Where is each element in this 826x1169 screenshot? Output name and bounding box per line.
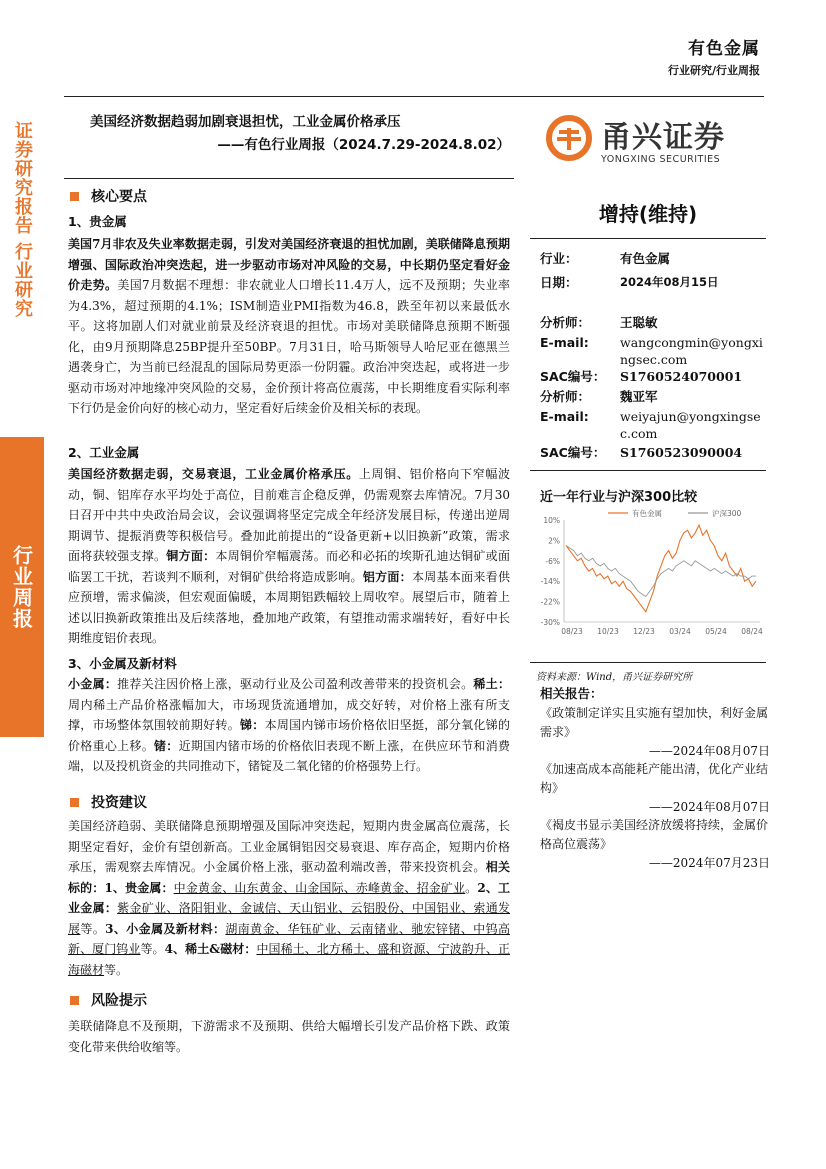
rare-label: 稀土： [473, 677, 510, 691]
analyst-label: 分析师： [540, 389, 591, 404]
copper-label: 铜方面： [166, 549, 216, 563]
email2-value[interactable]: weiyajun@yongxingsec.com [620, 409, 761, 441]
email1-value[interactable]: wangcongmin@yongxingsec.com [620, 335, 763, 367]
email-label: E-mail: [540, 335, 589, 350]
related-title: 相关报告： [540, 686, 603, 701]
sb-text: 本周国内锑市场价格依旧坚挺，部分氧化锑的价格重心上移。 [68, 718, 510, 753]
industrial-bold: 美国经济数据走弱，交易衰退，工业金属价格承压。 [68, 467, 359, 481]
t4-text[interactable]: 中国稀土、北方稀土、盛和资源、宁波韵升、正海磁材 [68, 942, 510, 977]
date-label: 日期： [540, 275, 578, 290]
minor-heading: 3、小金属及新材料 [68, 656, 177, 671]
comparison-chart [530, 506, 766, 646]
chart-series-line [566, 546, 756, 597]
chart-legend-label: 有色金属 [632, 509, 662, 518]
industrial-paragraph [68, 464, 510, 649]
targets-label: 相关标的： [68, 860, 510, 895]
chart-y-tick-label: 2% [548, 536, 560, 546]
related-report-1-title[interactable]: 《政策制定详实且实施有望加快，利好金属需求》 [540, 706, 769, 739]
t3-text[interactable]: 湖南黄金、华钰矿业、云南锗业、驰宏锌锗、中钨高新、厦门钨业 [68, 921, 510, 956]
report-subtitle: ——有色行业周报（2024.7.29-2024.8.02） [217, 137, 510, 153]
industry-label: 行业： [540, 251, 578, 266]
section-risk [70, 990, 147, 1010]
chart-y-tick-label: 10% [543, 516, 560, 525]
related-report-1-date: ——2024年08月07日 [648, 744, 770, 758]
chart-x-tick-label: 08/23 [561, 627, 583, 636]
precious-paragraph [68, 234, 510, 419]
t2-text[interactable]: 紫金矿业、洛阳钼业、金诚信、天山铝业、云铝股份、中国铝业、索通发展 [68, 901, 510, 936]
related-report-3[interactable] [540, 816, 770, 873]
date-value: 2024年08月15日 [620, 275, 719, 289]
section-bullet-icon [70, 798, 79, 807]
email-label: E-mail: [540, 409, 589, 424]
copper-text: 本周铜价窄幅震荡。而必和必拓的埃斯孔迪达铜矿或面临罢工干扰，若谈判不顺利，对铜矿供给将造成影响。 [68, 549, 510, 584]
ge-text: 近期国内锗市场的价格依旧表现不断上涨，在供应环节和消费端，以及投机资金的共同推动下，锗锭及二氧化锗的价格强势上行。 [68, 738, 510, 773]
rating: 增持(维持) [598, 202, 698, 226]
t1-label: 1、贵金属： [104, 880, 174, 895]
analyst1-name: 王聪敏 [620, 315, 658, 330]
side-band-mid [0, 437, 44, 737]
related-report-3-date: ——2024年07月23日 [648, 856, 770, 870]
related-report-3-title[interactable]: 《褐皮书显示美国经济放缓将持续，金属价格高位震荡》 [540, 818, 769, 851]
chart-y-tick-label: -14% [540, 577, 560, 587]
t3-label: 3、小金属及新材料： [105, 921, 226, 936]
invest-text: 美国经济趋弱、美联储降息预期增强及国际冲突迭起，短期内贵金属高位震荡，长期坚定看好，金价有望创新高。工业金属铜铝因交易衰退、库存高企，短期内价格承压，需观察去库情况。小金属价格上涨，驱动盈利端改善，带来投资机会。 [68, 819, 510, 874]
sac-label: SAC编号： [540, 369, 606, 384]
header-sector: 有色金属 [688, 39, 760, 59]
sac1-value: S1760524070001 [620, 369, 743, 384]
related-report-2-title[interactable]: 《加速高成本高能耗产能出清，优化产业结构》 [540, 762, 769, 795]
precious-text: 美国7月数据不理想：非农就业人口增长11.4万人，远不及预期；失业率为4.3%，超过预期的4.1%；ISM制造业PMI指数为46.8，跌至年初以来最低水平。这将加剧人们对就业前景及经济衰退的担忧。市场对美联储降息预期不断强化，由9月预期降息25BP提升至50BP。7月31日，哈马斯领导人哈尼亚在德黑兰遇袭身亡，为当前已经混乱的国际局势更添一份阴霾。政治冲突迭起，或将进一步驱动市场对冲地缘冲突风险的交易，金价预计将高位震荡，中长期维度看实际利率下行仍是金价向好的核心动力，坚定看好后续金价及相关标的表现。 [68, 278, 510, 415]
precious-bold: 美国7月非农及失业率数据走弱，引发对美国经济衰退的担忧加剧，美联储降息预期增强、国际政治冲突迭起，进一步驱动市场对冲风险的交易，中长期仍坚定看好金价走势。 [68, 237, 510, 292]
rare-text: 周内稀土产品价格涨幅加大，市场现货流通增加，成交好转，对价格上涨有所支撑，市场整体氛围较前期好转。 [68, 697, 510, 732]
sac2-value: S1760523090004 [620, 445, 743, 460]
chart-x-tick-label: 05/24 [705, 627, 727, 636]
side-band-top-text: 证券研究报告 行业研究 [12, 121, 33, 319]
logo-mark-icon [545, 114, 593, 162]
t1-text[interactable]: 中金黄金、山东黄金、山金国际、赤峰黄金、招金矿业 [173, 880, 466, 895]
header-divider [64, 96, 764, 97]
chart-x-tick-label: 10/23 [597, 627, 619, 636]
side-band-top [0, 100, 44, 340]
minor-paragraph [68, 674, 510, 777]
section-invest-title: 投资建议 [91, 795, 147, 811]
risk-paragraph: 美联储降息不及预期，下游需求不及预期、供给大幅增长引发产品价格下跌、政策变化带来供给收缩等。 [68, 1019, 510, 1054]
related-report-1[interactable] [540, 704, 770, 761]
chart-x-tick-label: 08/24 [741, 627, 763, 636]
industrial-text: 上周铜、铝价格向下窄幅波动，铜、铝库存水平均处于高位，目前难言企稳反弹，仍需观察去库情况。7月30日召开中共中央政治局会议，会议强调将坚定完成全年经济发展目标，传递出逆周期调节、提振消费等积极信号。叠加此前提出的“设备更新+以旧换新”政策，需求面将获较强支撑。 [68, 467, 510, 563]
minor-text: 推荐关注因价格上涨，驱动行业及公司盈利改善带来的投资机会。 [117, 677, 474, 691]
sac-label: SAC编号： [540, 445, 606, 460]
chart-series-line [566, 525, 756, 612]
minor-label: 小金属： [68, 677, 118, 691]
header-report-type: 行业研究/行业周报 [667, 64, 760, 77]
sb-label: 锑： [239, 718, 265, 732]
chart-x-tick-label: 03/24 [669, 627, 691, 636]
chart-title: 近一年行业与沪深300比较 [540, 490, 698, 505]
analyst-label: 分析师： [540, 315, 591, 330]
chart-y-tick-label: -30% [540, 618, 560, 627]
chart-y-tick-label: -6% [545, 556, 560, 566]
chart-legend-label: 沪深300 [712, 509, 742, 518]
report-title: 美国经济数据趋弱加剧衰退担忧，工业金属价格承压 [90, 114, 401, 130]
rating-divider [530, 238, 766, 239]
section-invest [70, 792, 147, 812]
related-report-2-date: ——2024年08月07日 [648, 800, 770, 814]
invest-paragraph: 美国经济趋弱、美联储降息预期增强及国际冲突迭起，短期内贵金属高位震荡，长期坚定看好，金价有望创新高。工业金属铜铝因交易衰退、库存高企，短期内价格承压，需观察去库情况。小金属价格上涨，驱动盈利端改善，带来投资机会。相关标的：1、贵金属：中金黄金、山东黄金、山金国际、赤峰黄金、招金矿业。2、工业金属：紫金矿业、洛阳钼业、金诚信、天山铝业、云铝股份、中国铝业、索通发展等。3、小金属及新材料：湖南黄金、华钰矿业、云南锗业、驰宏锌锗、中钨高新、厦门钨业等。4、稀土&磁材：中国稀土、北方稀土、盛和资源、宁波韵升、正海磁材等。 [68, 819, 510, 977]
industry-value: 有色金属 [620, 251, 671, 266]
logo-name-cn: 甬兴证券 [601, 120, 725, 155]
precious-heading: 1、贵金属 [68, 214, 127, 229]
industrial-heading: 2、工业金属 [68, 445, 140, 460]
logo-name-en: YONGXING SECURITIES [601, 154, 721, 165]
analyst2-name: 魏亚军 [620, 389, 658, 404]
aluminum-text: 本周基本面来看供应预增，需求偏淡，但宏观面偏暖，本周期铝跌幅较上周收窄。展望后市，随着上述以旧换新政策推出及后续落地，叠加地产政策，有望推动需求端转好，看好中长期维度铝价表现。 [68, 569, 510, 645]
chart-divider [530, 662, 766, 663]
chart-x-ticks [561, 627, 763, 636]
section-core-title: 核心要点 [91, 189, 147, 205]
side-band-mid-text: 行业周报 [9, 545, 34, 629]
section-risk-title: 风险提示 [91, 993, 147, 1009]
section-bullet-icon [70, 996, 79, 1005]
chart-lines [566, 525, 756, 612]
chart-y-tick-label: -22% [540, 597, 560, 607]
t2-label: 2、工业金属： [68, 880, 510, 915]
t4-label: 4、稀土&磁材： [164, 942, 257, 956]
chart-source: 资料来源：Wind，甬兴证券研究所 [536, 672, 693, 683]
section-bullet-icon [70, 192, 79, 201]
chart-y-ticks [541, 516, 560, 627]
related-report-2[interactable] [540, 760, 770, 817]
chart-legend [608, 508, 742, 518]
chart-x-tick-label: 12/23 [633, 627, 655, 636]
aluminum-label: 铝方面： [362, 569, 412, 584]
section-core [70, 186, 147, 206]
ge-label: 锗： [154, 738, 179, 753]
company-logo [545, 112, 760, 172]
right-divider [530, 470, 766, 471]
title-divider [64, 178, 514, 179]
